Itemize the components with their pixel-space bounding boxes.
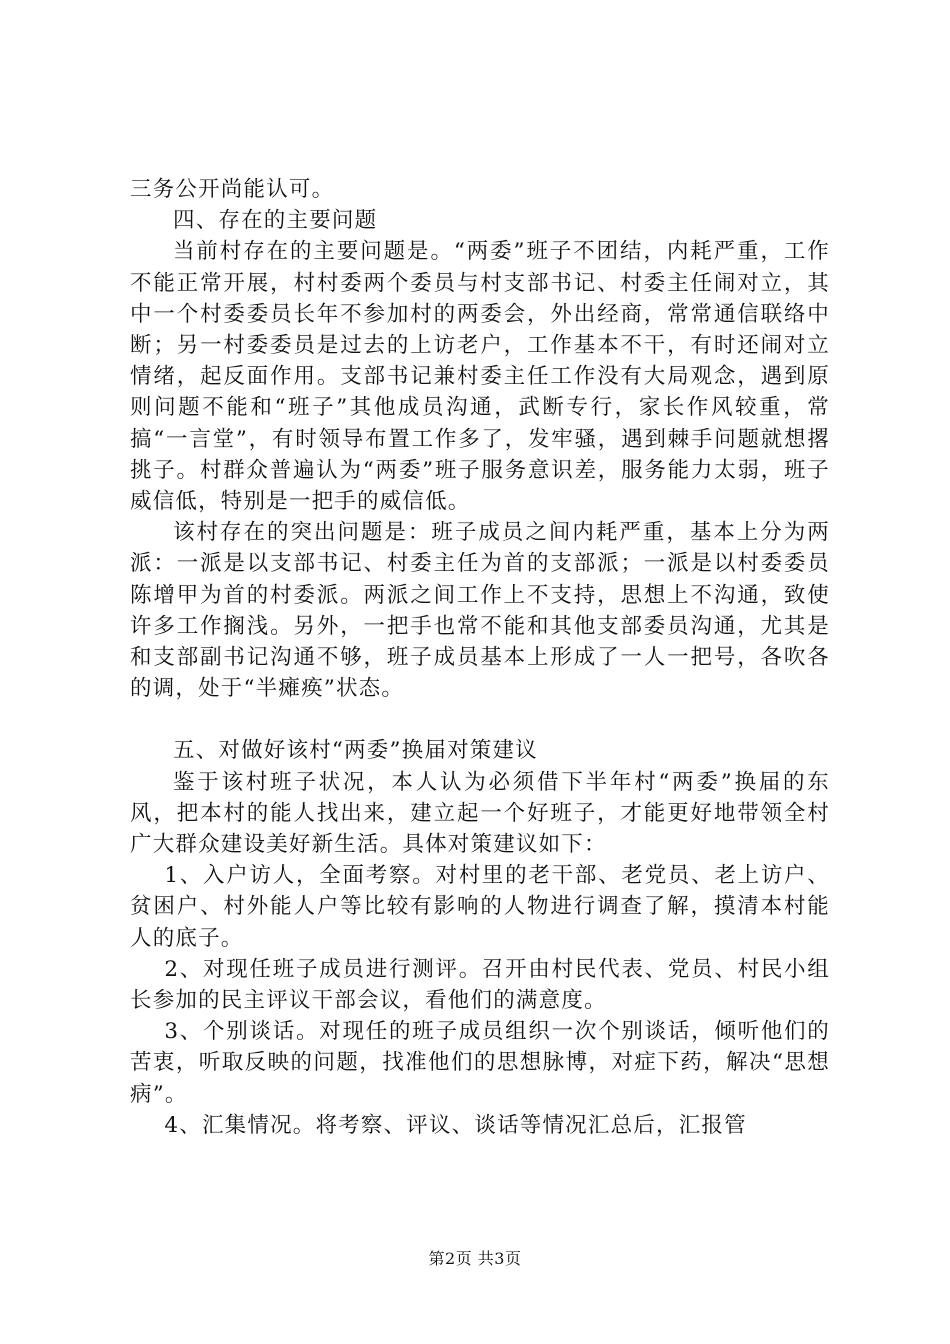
section-heading: 四、存在的主要问题 bbox=[173, 208, 378, 234]
list-item: 2、对现任班子成员进行测评。召开由村民代表、党员、村民小组长参加的民主评议干部会议，看他们的满意度。 bbox=[130, 956, 830, 1014]
section-heading: 五、对做好该村“两委”换届对策建议 bbox=[173, 738, 538, 764]
list-item: 3、个别谈话。对现任的班子成员组织一次个别谈话，倾听他们的苦衷，听取反映的问题，找准他们的思想脉博，对症下药，解决“思想病”。 bbox=[130, 1019, 830, 1107]
list-item: 4、汇集情况。将考察、评议、谈话等情况汇总后，汇报管 bbox=[164, 1112, 747, 1138]
paragraph: 当前村存在的主要问题是。“两委”班子不团结，内耗严重，工作不能正常开展，村村委两个委员与村支部书记、村委主任闹对立，其中一个村委委员长年不参加村的两委会，外出经商，常常通信联络中断；另一村委委员是过去的上访老户，工作基本不干，有时还闹对立情绪，起反面作用。支部书记兼村委主任工作没有大局观念，遇到原则问题不能和“班子”其他成员沟通，武断专行，家长作风较重，常搞“一言堂”，有时领导布置工作多了，发牢骚，遇到棘手问题就想撂挑子。村群众普遍认为“两委”班子服务意识差，服务能力太弱，班子威信低，特别是一把手的威信低。 bbox=[130, 239, 830, 515]
paragraph: 鉴于该村班子状况，本人认为必须借下半年村“两委”换届的东风，把本村的能人找出来，建立起一个好班子，才能更好地带领全村广大群众建设美好新生活。具体对策建议如下： bbox=[130, 769, 830, 858]
blank-line bbox=[130, 704, 830, 735]
paragraph: 三务公开尚能认可。 bbox=[130, 177, 335, 202]
list-item: 1、入户访人，全面考察。对村里的老干部、老党员、老上访户、贫困户、村外能人户等比较有影响的人物进行调查了解，摸清本村能人的底子。 bbox=[130, 863, 830, 951]
document-body bbox=[130, 174, 830, 1141]
paragraph: 该村存在的突出问题是：班子成员之间内耗严重，基本上分为两派：一派是以支部书记、村委主任为首的支部派；一派是以村委委员陈增甲为首的村委派。两派之间工作上不支持，思想上不沟通，致使许多工作搁浅。另外，一把手也常不能和其他支部委员沟通，尤其是和支部副书记沟通不够，班子成员基本上形成了一人一把号，各吹各的调，处于“半瘫痪”状态。 bbox=[130, 520, 830, 702]
page-number: 第2页 共3页 bbox=[428, 1249, 522, 1268]
